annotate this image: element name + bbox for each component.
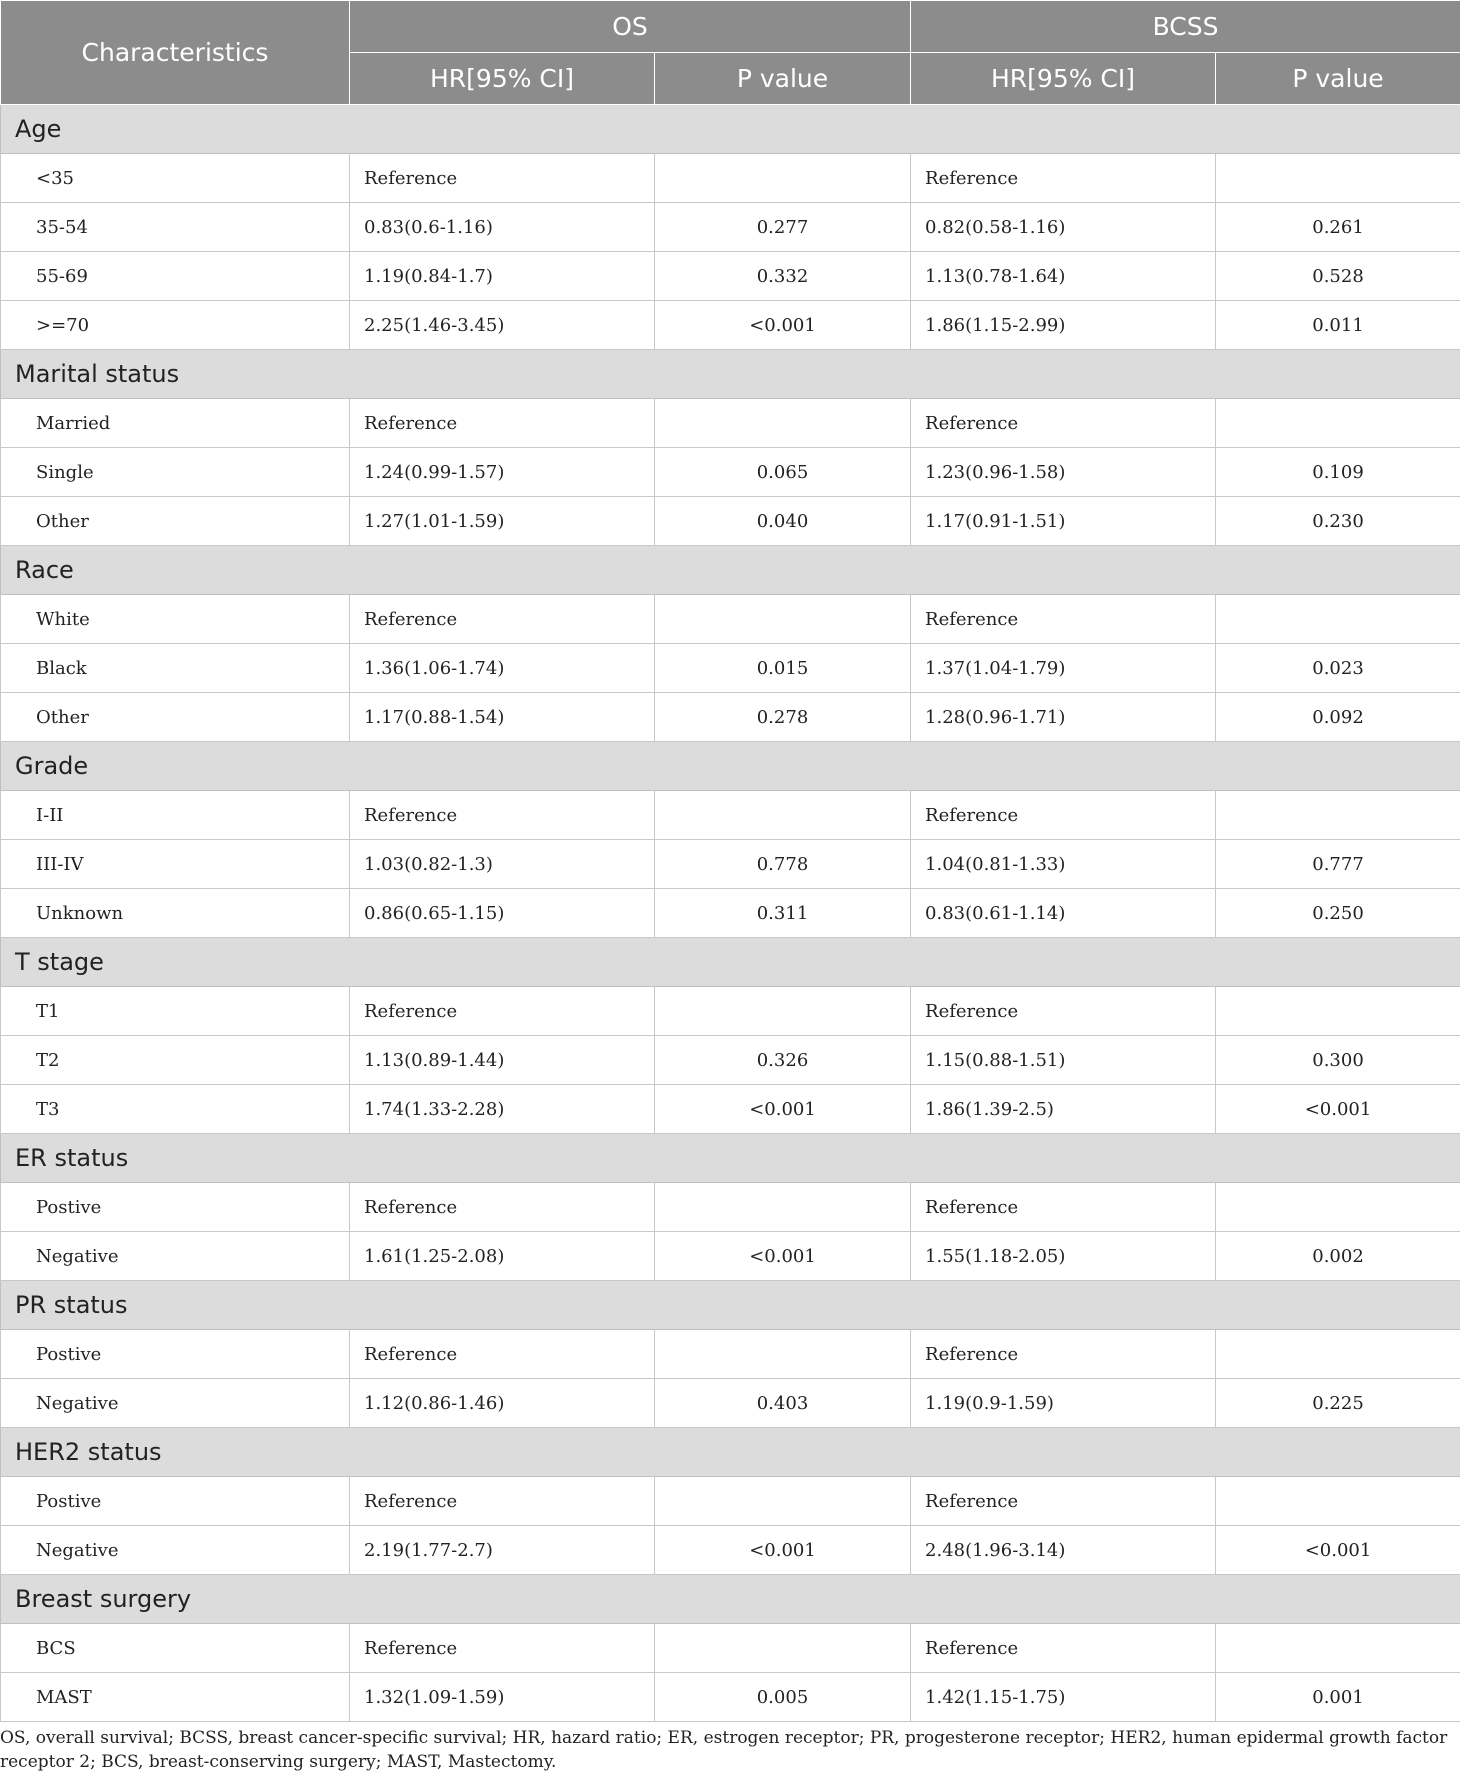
bcss-hr-cell: Reference xyxy=(911,595,1216,644)
row-label: T3 xyxy=(1,1085,350,1134)
table-row xyxy=(1,791,1460,840)
table-row xyxy=(1,693,1460,742)
section-row xyxy=(1,1575,1460,1624)
row-label: Negative xyxy=(1,1526,350,1575)
bcss-p-value-cell: 0.109 xyxy=(1216,448,1460,497)
table-row xyxy=(1,448,1460,497)
row-label: III-IV xyxy=(1,840,350,889)
os-hr-cell: 1.36(1.06-1.74) xyxy=(350,644,655,693)
os-p-value-cell: 0.065 xyxy=(655,448,911,497)
os-p-value-cell: <0.001 xyxy=(655,1232,911,1281)
os-p-value-cell xyxy=(655,791,911,840)
bcss-p-value-cell: 0.023 xyxy=(1216,644,1460,693)
section-row xyxy=(1,1281,1460,1330)
row-label: Other xyxy=(1,497,350,546)
bcss-hr-cell: Reference xyxy=(911,154,1216,203)
table-footnote: OS, overall survival; BCSS, breast cancer-specific survival; HR, hazard ratio; ER, estrogen receptor; PR, progesterone receptor; HER2, human epidermal growth factor receptor 2; BCS, breast-conserving surgery; MAST, Mastectomy. xyxy=(0,1728,1448,1772)
section-title: Breast surgery xyxy=(1,1575,1460,1624)
os-hr-cell: 1.24(0.99-1.57) xyxy=(350,448,655,497)
table-row xyxy=(1,987,1460,1036)
header-os: OS xyxy=(350,1,911,53)
table-row xyxy=(1,203,1460,252)
table-row xyxy=(1,644,1460,693)
bcss-p-value-cell: 0.528 xyxy=(1216,252,1460,301)
bcss-hr-cell: 1.55(1.18-2.05) xyxy=(911,1232,1216,1281)
row-label: 55-69 xyxy=(1,252,350,301)
section-title: Age xyxy=(1,105,1460,154)
section-row xyxy=(1,742,1460,791)
bcss-hr-cell: 1.23(0.96-1.58) xyxy=(911,448,1216,497)
bcss-hr-cell: 1.37(1.04-1.79) xyxy=(911,644,1216,693)
row-label: Unknown xyxy=(1,889,350,938)
section-row xyxy=(1,546,1460,595)
table-row xyxy=(1,1624,1460,1673)
section-title: PR status xyxy=(1,1281,1460,1330)
os-p-value-cell xyxy=(655,1183,911,1232)
row-label: I-II xyxy=(1,791,350,840)
table-row xyxy=(1,301,1460,350)
table-row xyxy=(1,154,1460,203)
table-row xyxy=(1,252,1460,301)
os-hr-cell: Reference xyxy=(350,1330,655,1379)
section-title: HER2 status xyxy=(1,1428,1460,1477)
table-header xyxy=(1,1,1460,105)
bcss-p-value-cell: <0.001 xyxy=(1216,1526,1460,1575)
section-title: Marital status xyxy=(1,350,1460,399)
os-p-value-cell xyxy=(655,595,911,644)
os-p-value-cell: <0.001 xyxy=(655,1526,911,1575)
row-label: Married xyxy=(1,399,350,448)
table-row xyxy=(1,1673,1460,1722)
bcss-hr-cell: 1.28(0.96-1.71) xyxy=(911,693,1216,742)
os-hr-cell: 1.74(1.33-2.28) xyxy=(350,1085,655,1134)
os-hr-cell: 2.19(1.77-2.7) xyxy=(350,1526,655,1575)
os-hr-cell: Reference xyxy=(350,1183,655,1232)
bcss-hr-cell: Reference xyxy=(911,1477,1216,1526)
header-bcss: BCSS xyxy=(911,1,1460,53)
bcss-hr-cell: 1.86(1.39-2.5) xyxy=(911,1085,1216,1134)
table-row xyxy=(1,1330,1460,1379)
table-row xyxy=(1,1085,1460,1134)
row-label: BCS xyxy=(1,1624,350,1673)
os-p-value-cell xyxy=(655,399,911,448)
bcss-hr-cell: Reference xyxy=(911,399,1216,448)
os-hr-cell: 1.12(0.86-1.46) xyxy=(350,1379,655,1428)
bcss-hr-cell: 1.42(1.15-1.75) xyxy=(911,1673,1216,1722)
os-hr-cell: 2.25(1.46-3.45) xyxy=(350,301,655,350)
table-row xyxy=(1,497,1460,546)
section-title: Grade xyxy=(1,742,1460,791)
bcss-p-value-cell: 0.011 xyxy=(1216,301,1460,350)
row-label: >=70 xyxy=(1,301,350,350)
bcss-hr-cell: 2.48(1.96-3.14) xyxy=(911,1526,1216,1575)
os-p-value-cell xyxy=(655,1477,911,1526)
bcss-p-value-cell: 0.225 xyxy=(1216,1379,1460,1428)
os-hr-cell: 1.61(1.25-2.08) xyxy=(350,1232,655,1281)
bcss-hr-cell: 0.82(0.58-1.16) xyxy=(911,203,1216,252)
row-label: 35-54 xyxy=(1,203,350,252)
row-label: <35 xyxy=(1,154,350,203)
bcss-p-value-cell: 0.300 xyxy=(1216,1036,1460,1085)
os-hr-cell: 1.32(1.09-1.59) xyxy=(350,1673,655,1722)
row-label: Postive xyxy=(1,1477,350,1526)
bcss-p-value-cell xyxy=(1216,1330,1460,1379)
bcss-hr-cell: 1.86(1.15-2.99) xyxy=(911,301,1216,350)
os-p-value-cell: 0.326 xyxy=(655,1036,911,1085)
os-p-value-cell xyxy=(655,1624,911,1673)
section-row xyxy=(1,1134,1460,1183)
bcss-p-value-cell xyxy=(1216,1624,1460,1673)
bcss-hr-cell: 1.04(0.81-1.33) xyxy=(911,840,1216,889)
bcss-hr-cell: Reference xyxy=(911,791,1216,840)
bcss-p-value-cell xyxy=(1216,791,1460,840)
os-p-value-cell: <0.001 xyxy=(655,301,911,350)
os-hr-cell: Reference xyxy=(350,154,655,203)
table-row xyxy=(1,1379,1460,1428)
bcss-hr-cell: Reference xyxy=(911,1183,1216,1232)
row-label: T2 xyxy=(1,1036,350,1085)
table-body xyxy=(1,105,1460,1722)
os-hr-cell: 1.17(0.88-1.54) xyxy=(350,693,655,742)
os-hr-cell: Reference xyxy=(350,595,655,644)
header-bcss-hr: HR[95% CI] xyxy=(911,53,1216,105)
row-label: Negative xyxy=(1,1379,350,1428)
table-row xyxy=(1,840,1460,889)
os-p-value-cell: 0.778 xyxy=(655,840,911,889)
row-label: T1 xyxy=(1,987,350,1036)
row-label: Black xyxy=(1,644,350,693)
os-p-value-cell: 0.015 xyxy=(655,644,911,693)
section-row xyxy=(1,1428,1460,1477)
os-p-value-cell: 0.277 xyxy=(655,203,911,252)
bcss-p-value-cell xyxy=(1216,399,1460,448)
bcss-p-value-cell: 0.230 xyxy=(1216,497,1460,546)
os-hr-cell: 0.86(0.65-1.15) xyxy=(350,889,655,938)
os-p-value-cell: 0.278 xyxy=(655,693,911,742)
row-label: Negative xyxy=(1,1232,350,1281)
bcss-hr-cell: 1.13(0.78-1.64) xyxy=(911,252,1216,301)
os-hr-cell: 1.03(0.82-1.3) xyxy=(350,840,655,889)
bcss-hr-cell: Reference xyxy=(911,1330,1216,1379)
section-row xyxy=(1,938,1460,987)
bcss-p-value-cell: 0.002 xyxy=(1216,1232,1460,1281)
bcss-p-value-cell xyxy=(1216,154,1460,203)
bcss-hr-cell: Reference xyxy=(911,1624,1216,1673)
section-title: ER status xyxy=(1,1134,1460,1183)
table-row xyxy=(1,1036,1460,1085)
os-hr-cell: Reference xyxy=(350,1477,655,1526)
section-title: T stage xyxy=(1,938,1460,987)
bcss-hr-cell: 1.15(0.88-1.51) xyxy=(911,1036,1216,1085)
bcss-hr-cell: 1.17(0.91-1.51) xyxy=(911,497,1216,546)
row-label: Postive xyxy=(1,1330,350,1379)
header-os-hr: HR[95% CI] xyxy=(350,53,655,105)
header-bcss-p: P value xyxy=(1216,53,1460,105)
row-label: MAST xyxy=(1,1673,350,1722)
table-row xyxy=(1,595,1460,644)
os-p-value-cell: 0.332 xyxy=(655,252,911,301)
table-row xyxy=(1,1477,1460,1526)
os-hr-cell: 1.13(0.89-1.44) xyxy=(350,1036,655,1085)
os-p-value-cell: 0.311 xyxy=(655,889,911,938)
os-hr-cell: Reference xyxy=(350,399,655,448)
os-p-value-cell xyxy=(655,1330,911,1379)
section-row xyxy=(1,105,1460,154)
os-p-value-cell xyxy=(655,987,911,1036)
table-row xyxy=(1,1183,1460,1232)
row-label: Postive xyxy=(1,1183,350,1232)
os-p-value-cell: 0.005 xyxy=(655,1673,911,1722)
os-p-value-cell: 0.040 xyxy=(655,497,911,546)
bcss-hr-cell: 1.19(0.9-1.59) xyxy=(911,1379,1216,1428)
os-hr-cell: Reference xyxy=(350,791,655,840)
bcss-p-value-cell: 0.092 xyxy=(1216,693,1460,742)
bcss-p-value-cell xyxy=(1216,1477,1460,1526)
header-os-p: P value xyxy=(655,53,911,105)
table-row xyxy=(1,889,1460,938)
os-hr-cell: Reference xyxy=(350,1624,655,1673)
bcss-p-value-cell xyxy=(1216,595,1460,644)
section-row xyxy=(1,350,1460,399)
os-p-value-cell: <0.001 xyxy=(655,1085,911,1134)
os-p-value-cell xyxy=(655,154,911,203)
os-hr-cell: 0.83(0.6-1.16) xyxy=(350,203,655,252)
bcss-hr-cell: 0.83(0.61-1.14) xyxy=(911,889,1216,938)
os-p-value-cell: 0.403 xyxy=(655,1379,911,1428)
header-characteristics: Characteristics xyxy=(1,1,350,105)
bcss-p-value-cell: <0.001 xyxy=(1216,1085,1460,1134)
bcss-p-value-cell: 0.001 xyxy=(1216,1673,1460,1722)
row-label: Other xyxy=(1,693,350,742)
section-title: Race xyxy=(1,546,1460,595)
row-label: Single xyxy=(1,448,350,497)
table-row xyxy=(1,399,1460,448)
bcss-p-value-cell xyxy=(1216,1183,1460,1232)
os-hr-cell: 1.19(0.84-1.7) xyxy=(350,252,655,301)
bcss-p-value-cell: 0.777 xyxy=(1216,840,1460,889)
bcss-p-value-cell xyxy=(1216,987,1460,1036)
table-row xyxy=(1,1526,1460,1575)
bcss-p-value-cell: 0.261 xyxy=(1216,203,1460,252)
row-label: White xyxy=(1,595,350,644)
os-hr-cell: 1.27(1.01-1.59) xyxy=(350,497,655,546)
bcss-hr-cell: Reference xyxy=(911,987,1216,1036)
table-row xyxy=(1,1232,1460,1281)
os-hr-cell: Reference xyxy=(350,987,655,1036)
bcss-p-value-cell: 0.250 xyxy=(1216,889,1460,938)
